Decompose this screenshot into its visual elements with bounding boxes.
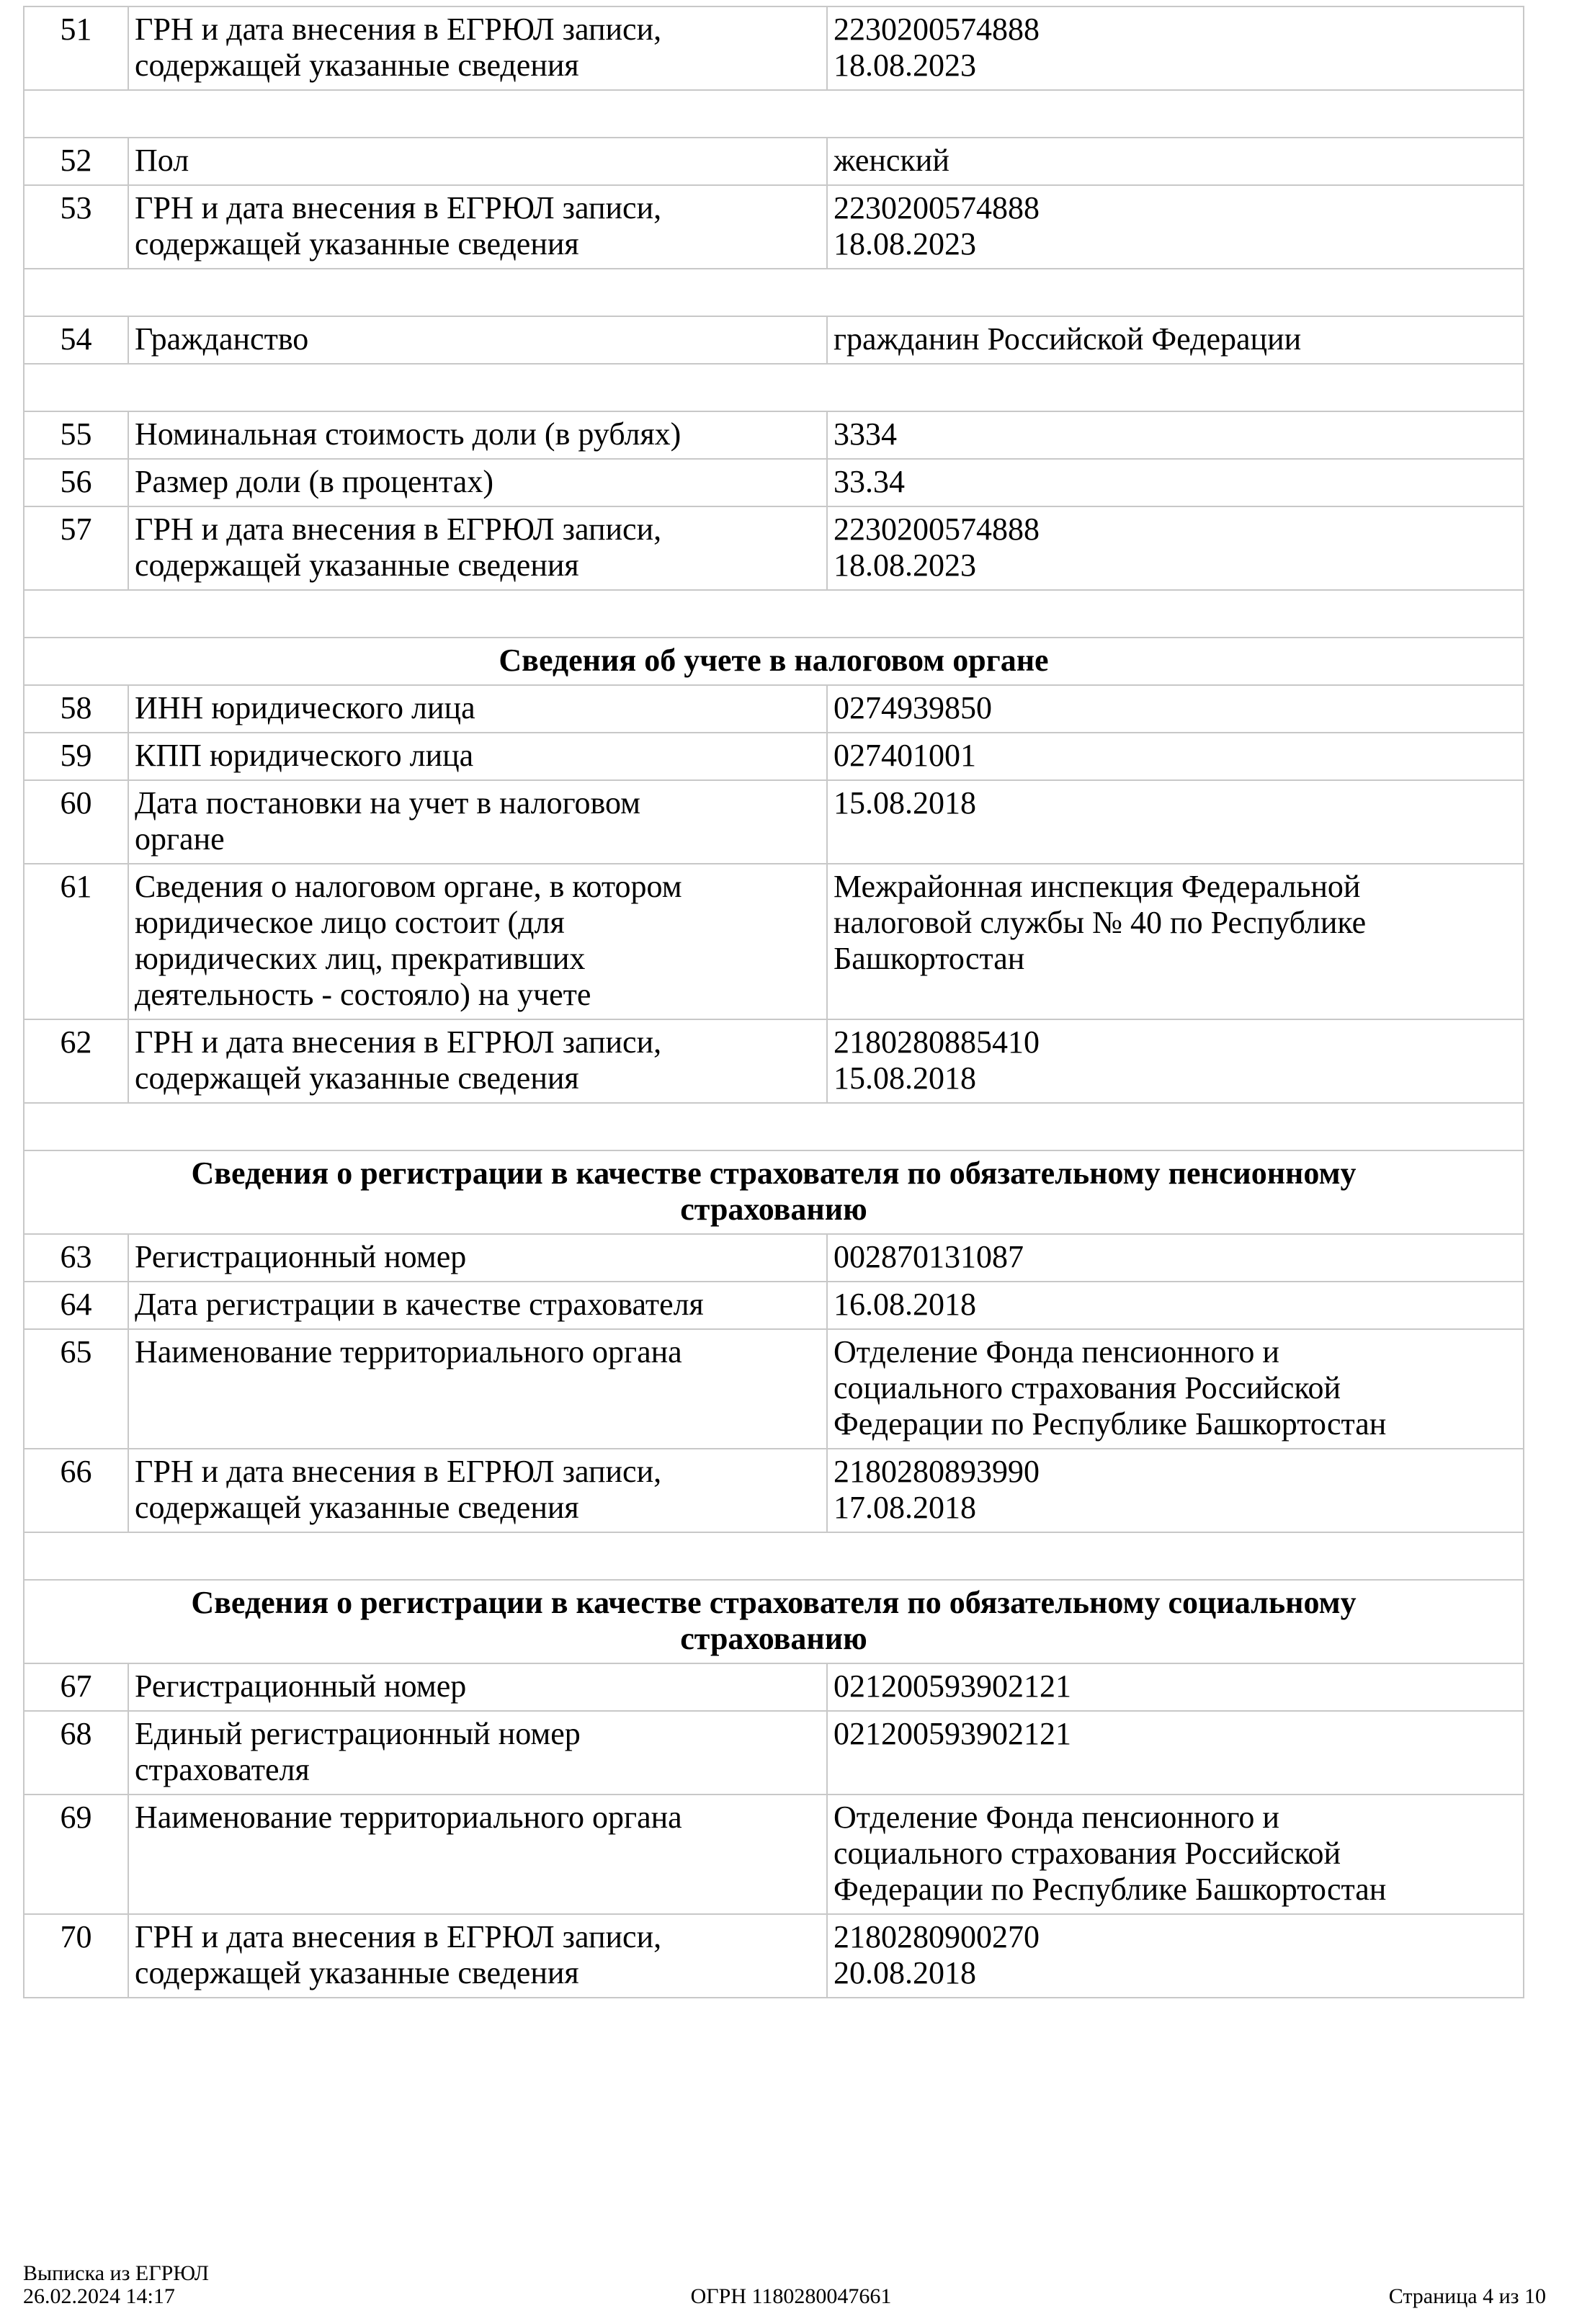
row-label: Пол <box>128 138 827 185</box>
row-value: Межрайонная инспекция Федеральной налоговой службы № 40 по Республике Башкортостан <box>827 864 1524 1019</box>
spacer-row <box>24 269 1524 316</box>
spacer-cell <box>24 364 1524 411</box>
row-value: 33.34 <box>827 459 1524 506</box>
spacer-row <box>24 364 1524 411</box>
row-number: 59 <box>24 733 128 780</box>
row-label: Регистрационный номер <box>128 1234 827 1282</box>
table-row <box>24 733 1524 780</box>
row-label: Гражданство <box>128 316 827 364</box>
row-number: 68 <box>24 1711 128 1795</box>
row-number: 53 <box>24 185 128 269</box>
row-value: гражданин Российской Федерации <box>827 316 1524 364</box>
table-row <box>24 1449 1524 1532</box>
spacer-row <box>24 90 1524 138</box>
row-value: 027401001 <box>827 733 1524 780</box>
row-value: 16.08.2018 <box>827 1282 1524 1329</box>
row-label: ИНН юридического лица <box>128 685 827 733</box>
table-row <box>24 1329 1524 1449</box>
row-label: ГРН и дата внесения в ЕГРЮЛ записи, содержащей указанные сведения <box>128 1449 827 1532</box>
spacer-cell <box>24 590 1524 638</box>
row-label: Регистрационный номер <box>128 1663 827 1711</box>
table-row <box>24 1795 1524 1914</box>
row-label: Наименование территориального органа <box>128 1329 827 1449</box>
row-label: Наименование территориального органа <box>128 1795 827 1914</box>
row-number: 63 <box>24 1234 128 1282</box>
footer-ogrn: ОГРН 1180280047661 <box>690 2284 892 2308</box>
row-value: женский <box>827 138 1524 185</box>
footer-extract-info: Выписка из ЕГРЮЛ 26.02.2024 14:17 <box>23 2261 209 2308</box>
spacer-row <box>24 1103 1524 1150</box>
section-title: Сведения об учете в налоговом органе <box>24 638 1524 685</box>
spacer-row <box>24 590 1524 638</box>
row-value: 2230200574888 18.08.2023 <box>827 185 1524 269</box>
row-number: 60 <box>24 780 128 864</box>
row-label: КПП юридического лица <box>128 733 827 780</box>
row-number: 52 <box>24 138 128 185</box>
row-number: 57 <box>24 506 128 590</box>
row-label: Дата регистрации в качестве страхователя <box>128 1282 827 1329</box>
row-value: 2180280885410 15.08.2018 <box>827 1019 1524 1103</box>
table-row <box>24 780 1524 864</box>
section-title: Сведения о регистрации в качестве страхователя по обязательному пенсионному страхованию <box>24 1150 1524 1234</box>
row-label: ГРН и дата внесения в ЕГРЮЛ записи, содержащей указанные сведения <box>128 1019 827 1103</box>
section-header-row <box>24 1580 1524 1663</box>
row-number: 67 <box>24 1663 128 1711</box>
table-body <box>24 6 1524 1998</box>
spacer-cell <box>24 1103 1524 1150</box>
row-value: 2230200574888 18.08.2023 <box>827 6 1524 90</box>
table-row <box>24 411 1524 459</box>
table-row <box>24 1282 1524 1329</box>
table-row <box>24 1663 1524 1711</box>
table-row <box>24 185 1524 269</box>
row-value: 0274939850 <box>827 685 1524 733</box>
row-label: Дата постановки на учет в налоговом органе <box>128 780 827 864</box>
row-value: 021200593902121 <box>827 1663 1524 1711</box>
spacer-cell <box>24 90 1524 138</box>
row-number: 56 <box>24 459 128 506</box>
row-number: 70 <box>24 1914 128 1998</box>
table-row <box>24 316 1524 364</box>
row-number: 51 <box>24 6 128 90</box>
row-value: Отделение Фонда пенсионного и социального страхования Российской Федерации по Республике Башкортостан <box>827 1329 1524 1449</box>
section-header-row <box>24 1150 1524 1234</box>
row-value: Отделение Фонда пенсионного и социального страхования Российской Федерации по Республике Башкортостан <box>827 1795 1524 1914</box>
row-value: 021200593902121 <box>827 1711 1524 1795</box>
row-value: 2230200574888 18.08.2023 <box>827 506 1524 590</box>
table-row <box>24 506 1524 590</box>
row-number: 65 <box>24 1329 128 1449</box>
row-number: 62 <box>24 1019 128 1103</box>
egrul-extract-table <box>23 6 1524 1998</box>
row-label: Сведения о налоговом органе, в котором юридическое лицо состоит (для юридических лиц, прекративших деятельность - состояло) на учете <box>128 864 827 1019</box>
row-value: 002870131087 <box>827 1234 1524 1282</box>
row-value: 2180280893990 17.08.2018 <box>827 1449 1524 1532</box>
row-label: Единый регистрационный номер страхователя <box>128 1711 827 1795</box>
footer-page-number: Страница 4 из 10 <box>1388 2284 1546 2308</box>
table-row <box>24 864 1524 1019</box>
row-value: 15.08.2018 <box>827 780 1524 864</box>
spacer-row <box>24 1532 1524 1580</box>
table-row <box>24 1019 1524 1103</box>
row-label: ГРН и дата внесения в ЕГРЮЛ записи, содержащей указанные сведения <box>128 6 827 90</box>
row-number: 69 <box>24 1795 128 1914</box>
table-row <box>24 1914 1524 1998</box>
row-label: Номинальная стоимость доли (в рублях) <box>128 411 827 459</box>
row-value: 2180280900270 20.08.2018 <box>827 1914 1524 1998</box>
row-label: ГРН и дата внесения в ЕГРЮЛ записи, содержащей указанные сведения <box>128 506 827 590</box>
spacer-cell <box>24 269 1524 316</box>
row-label: Размер доли (в процентах) <box>128 459 827 506</box>
table-row <box>24 1234 1524 1282</box>
table-row <box>24 459 1524 506</box>
section-header-row <box>24 638 1524 685</box>
row-number: 61 <box>24 864 128 1019</box>
section-title: Сведения о регистрации в качестве страхователя по обязательному социальному страхованию <box>24 1580 1524 1663</box>
row-number: 54 <box>24 316 128 364</box>
table-row <box>24 685 1524 733</box>
spacer-cell <box>24 1532 1524 1580</box>
table-row <box>24 138 1524 185</box>
row-number: 58 <box>24 685 128 733</box>
row-label: ГРН и дата внесения в ЕГРЮЛ записи, содержащей указанные сведения <box>128 185 827 269</box>
row-label: ГРН и дата внесения в ЕГРЮЛ записи, содержащей указанные сведения <box>128 1914 827 1998</box>
row-value: 3334 <box>827 411 1524 459</box>
row-number: 64 <box>24 1282 128 1329</box>
table-row <box>24 1711 1524 1795</box>
row-number: 66 <box>24 1449 128 1532</box>
row-number: 55 <box>24 411 128 459</box>
table-row <box>24 6 1524 90</box>
